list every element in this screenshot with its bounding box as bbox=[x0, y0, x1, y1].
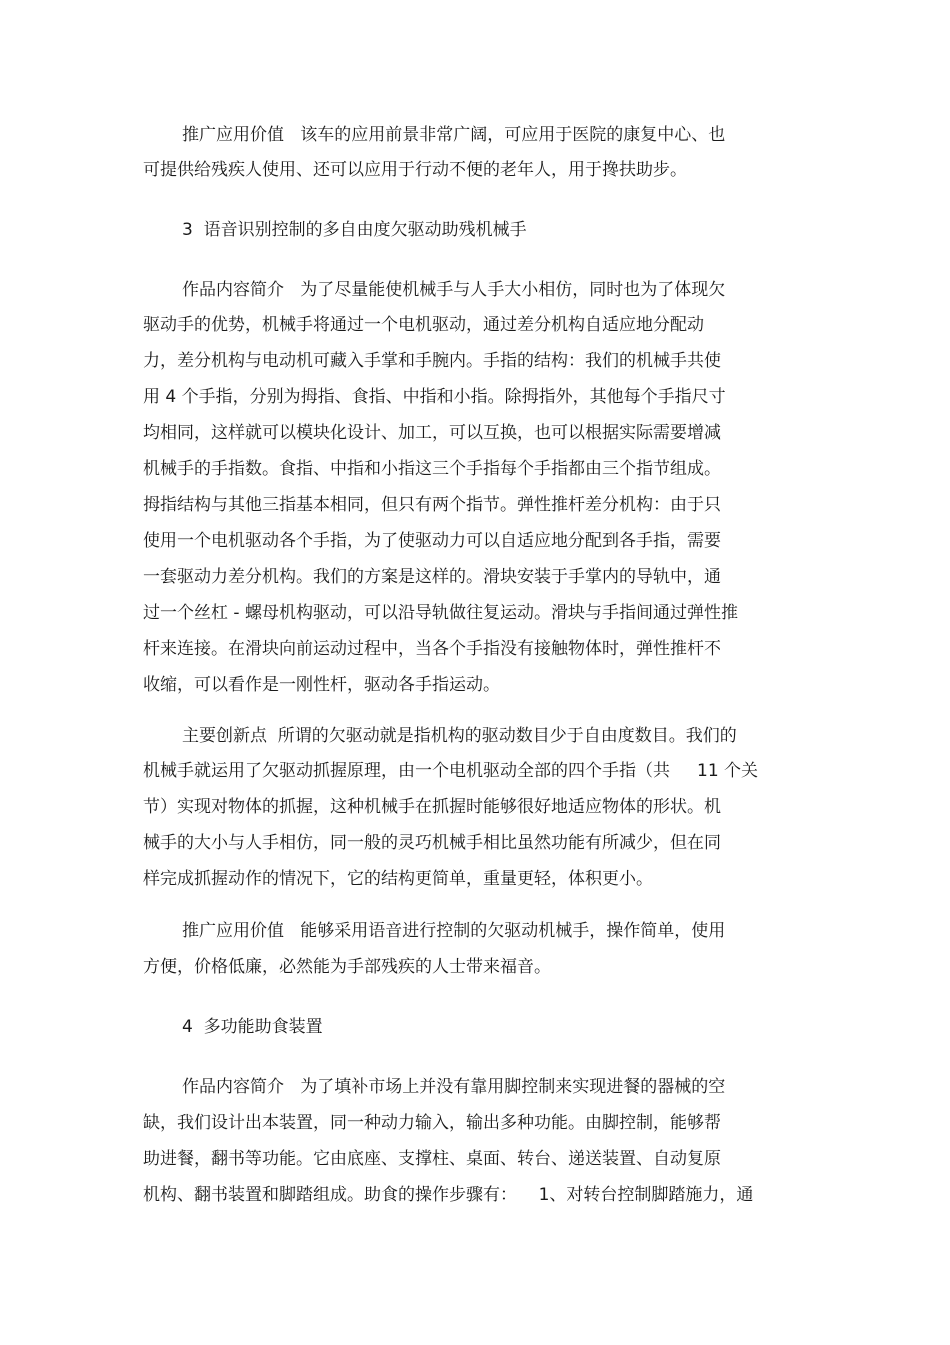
text-line: 主要创新点 所谓的欠驱动就是指机构的驱动数目少于自由度数目。我们的 bbox=[182, 726, 737, 746]
text-line: 缺，我们设计出本装置，同一种动力输入，输出多种功能。由脚控制，能够帮 bbox=[143, 1113, 721, 1133]
text-line: 驱动手的优势，机械手将通过一个电机驱动，通过差分机构自适应地分配动 bbox=[143, 315, 704, 335]
text-line: 力，差分机构与电动机可藏入手掌和手腕内。手指的结构：我们的机械手共使 bbox=[143, 351, 721, 371]
text-line: 机械手的手指数。食指、中指和小指这三个手指每个手指都由三个指节组成。 bbox=[143, 459, 721, 479]
section-heading: 4 多功能助食装置 bbox=[182, 1017, 323, 1037]
text-line: 节）实现对物体的抓握，这种机械手在抓握时能够很好地适应物体的形状。机 bbox=[143, 797, 721, 817]
text-line: 收缩，可以看作是一刚性杆，驱动各手指运动。 bbox=[143, 675, 500, 695]
text-line: 均相同，这样就可以模块化设计、加工，可以互换，也可以根据实际需要增减 bbox=[143, 423, 721, 443]
section-heading: 3 语音识别控制的多自由度欠驱动助残机械手 bbox=[182, 220, 527, 240]
text-line: 可提供给残疾人使用、还可以应用于行动不便的老年人，用于搀扶助步。 bbox=[143, 160, 687, 180]
text-line: 推广应用价值 该车的应用前景非常广阔，可应用于医院的康复中心、也 bbox=[182, 125, 726, 145]
text-line: 械手的大小与人手相仿，同一般的灵巧机械手相比虽然功能有所减少，但在同 bbox=[143, 833, 721, 853]
text-line: 机械手就运用了欠驱动抓握原理，由一个电机驱动全部的四个手指（共 11 个关 bbox=[143, 761, 759, 781]
text-line: 一套驱动力差分机构。我们的方案是这样的。滑块安装于手掌内的导轨中，通 bbox=[143, 567, 721, 587]
text-line: 拇指结构与其他三指基本相同，但只有两个指节。弹性推杆差分机构：由于只 bbox=[143, 495, 721, 515]
text-line: 推广应用价值 能够采用语音进行控制的欠驱动机械手，操作简单，使用 bbox=[182, 921, 726, 941]
text-line: 机构、翻书装置和脚踏组成。助食的操作步骤有： 1、对转台控制脚踏施力，通 bbox=[143, 1185, 754, 1205]
text-line: 样完成抓握动作的情况下，它的结构更简单，重量更轻，体积更小。 bbox=[143, 869, 653, 889]
text-line: 用 4 个手指，分别为拇指、食指、中指和小指。除拇指外，其他每个手指尺寸 bbox=[143, 387, 726, 407]
text-line: 作品内容简介 为了尽量能使机械手与人手大小相仿，同时也为了体现欠 bbox=[182, 280, 726, 300]
text-line: 过一个丝杠 - 螺母机构驱动，可以沿导轨做往复运动。滑块与手指间通过弹性推 bbox=[143, 603, 738, 623]
text-line: 助进餐，翻书等功能。它由底座、支撑柱、桌面、转台、递送装置、自动复原 bbox=[143, 1149, 721, 1169]
text-line: 杆来连接。在滑块向前运动过程中，当各个手指没有接触物体时，弹性推杆不 bbox=[143, 639, 721, 659]
text-line: 方便，价格低廉，必然能为手部残疾的人士带来福音。 bbox=[143, 957, 551, 977]
text-line: 作品内容简介 为了填补市场上并没有靠用脚控制来实现进餐的器械的空 bbox=[182, 1077, 726, 1097]
text-line: 使用一个电机驱动各个手指，为了使驱动力可以自适应地分配到各手指，需要 bbox=[143, 531, 721, 551]
